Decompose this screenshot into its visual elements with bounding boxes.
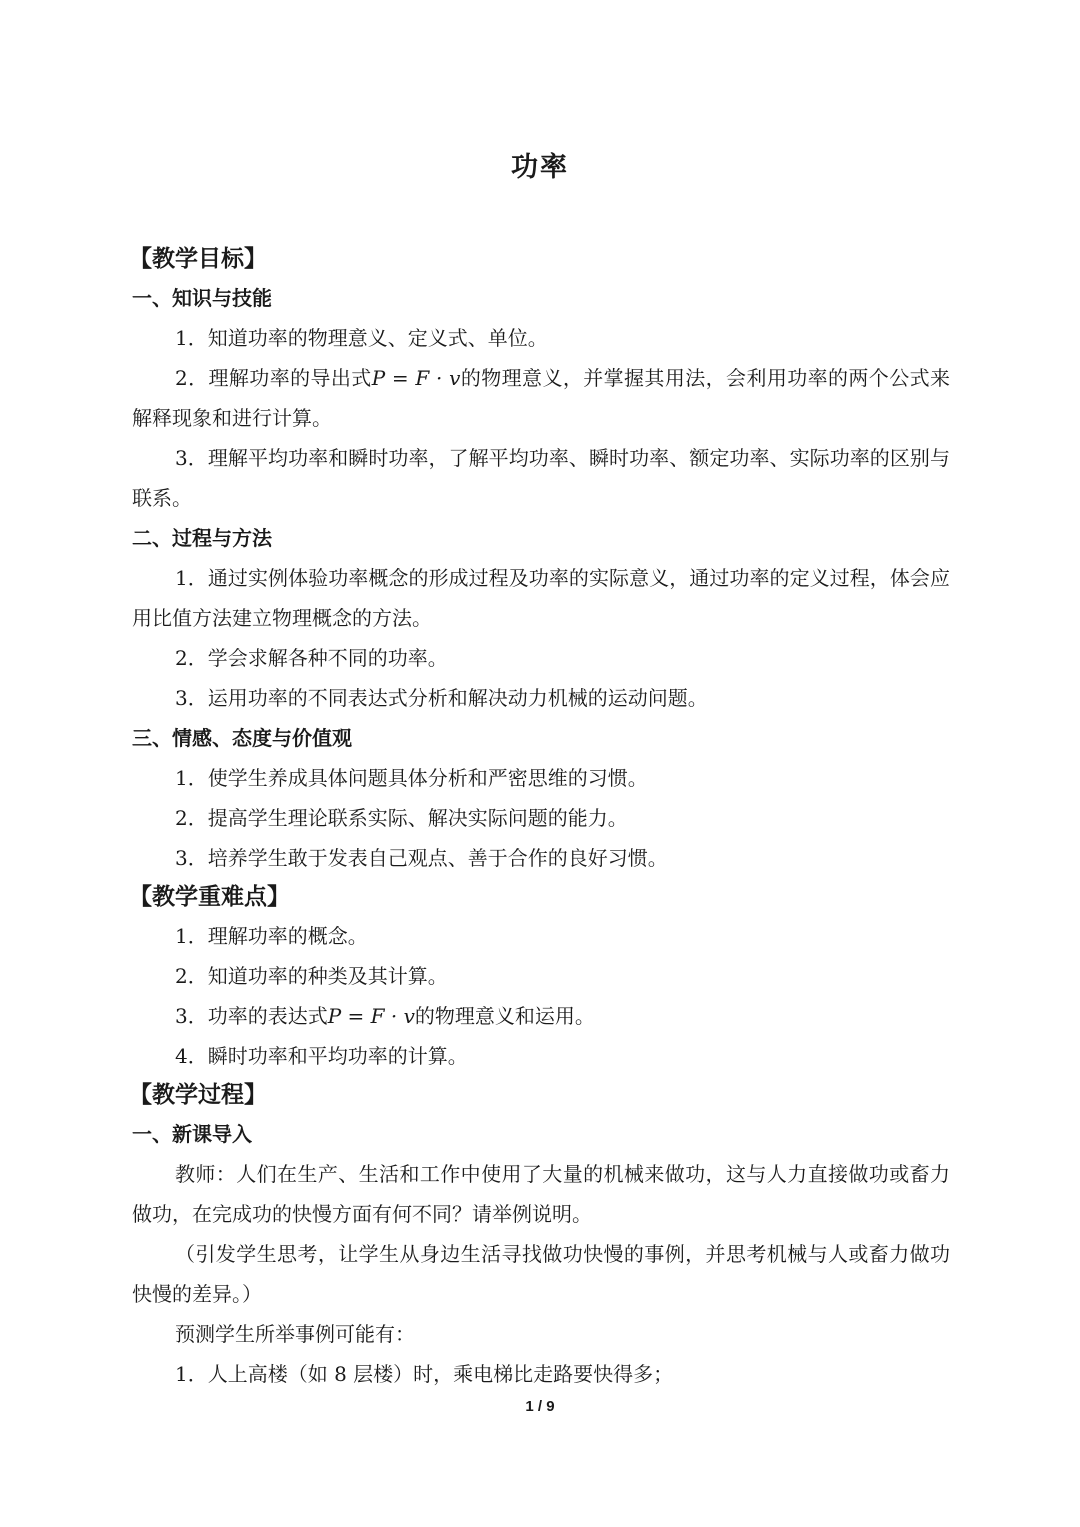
list-item: 1．人上高楼（如 8 层楼）时，乘电梯比走路要快得多； — [175, 1362, 674, 1386]
page-number: 1 / 9 — [525, 1398, 555, 1415]
section-heading-objectives: 【教学目标】 — [129, 245, 267, 272]
item-text: 2．理解功率的导出式 — [175, 366, 372, 390]
list-item: 3．培养学生敢于发表自己观点、善于合作的良好习惯。 — [175, 846, 668, 870]
paragraph: 教师：人们在生产、生活和工作中使用了大量的机械来做功，这与人力直接做功或畜力做功，在完成功的快慢方面有何不同？请举例说明。 — [132, 1162, 950, 1226]
subheading-knowledge: 一、知识与技能 — [132, 286, 272, 310]
list-item: 1．知道功率的物理意义、定义式、单位。 — [175, 326, 548, 350]
formula-power: P = F · v — [371, 366, 461, 390]
item-text: 3．功率的表达式 — [175, 1004, 328, 1028]
document-body — [129, 240, 950, 1394]
paragraph: 预测学生所举事例可能有： — [175, 1322, 415, 1346]
item-text: 的物理意义，并掌握其用法，会利用功率的两个公式来解释现象和进行计算。 — [132, 366, 950, 430]
list-item: 3．运用功率的不同表达式分析和解决动力机械的运动问题。 — [175, 686, 708, 710]
item-text: 的物理意义和运用。 — [414, 1004, 595, 1028]
list-item: 3．理解平均功率和瞬时功率，了解平均功率、瞬时功率、额定功率、实际功率的区别与联系。 — [132, 446, 950, 510]
list-item: 2．知道功率的种类及其计算。 — [175, 964, 448, 988]
paragraph: （引发学生思考，让学生从身边生活寻找做功快慢的事例，并思考机械与人或畜力做功快慢的差异。） — [132, 1242, 950, 1306]
list-item: 4．瞬时功率和平均功率的计算。 — [175, 1044, 468, 1068]
section-heading-keypoints: 【教学重难点】 — [129, 883, 290, 910]
list-item: 2．提高学生理论联系实际、解决实际问题的能力。 — [175, 806, 628, 830]
list-item: 1．通过实例体验功率概念的形成过程及功率的实际意义，通过功率的定义过程，体会应用比值方法建立物理概念的方法。 — [132, 566, 950, 630]
list-item — [132, 996, 950, 1036]
subheading-attitude: 三、情感、态度与价值观 — [132, 726, 352, 750]
formula-power: P = F · v — [327, 1004, 415, 1028]
subheading-process-method: 二、过程与方法 — [132, 526, 272, 550]
list-item: 1．理解功率的概念。 — [175, 924, 368, 948]
page-title: 功率 — [511, 152, 569, 183]
section-heading-process: 【教学过程】 — [129, 1081, 267, 1108]
subheading-intro: 一、新课导入 — [132, 1122, 252, 1146]
list-item — [132, 358, 950, 438]
list-item: 1．使学生养成具体问题具体分析和严密思维的习惯。 — [175, 766, 648, 790]
list-item: 2．学会求解各种不同的功率。 — [175, 646, 448, 670]
